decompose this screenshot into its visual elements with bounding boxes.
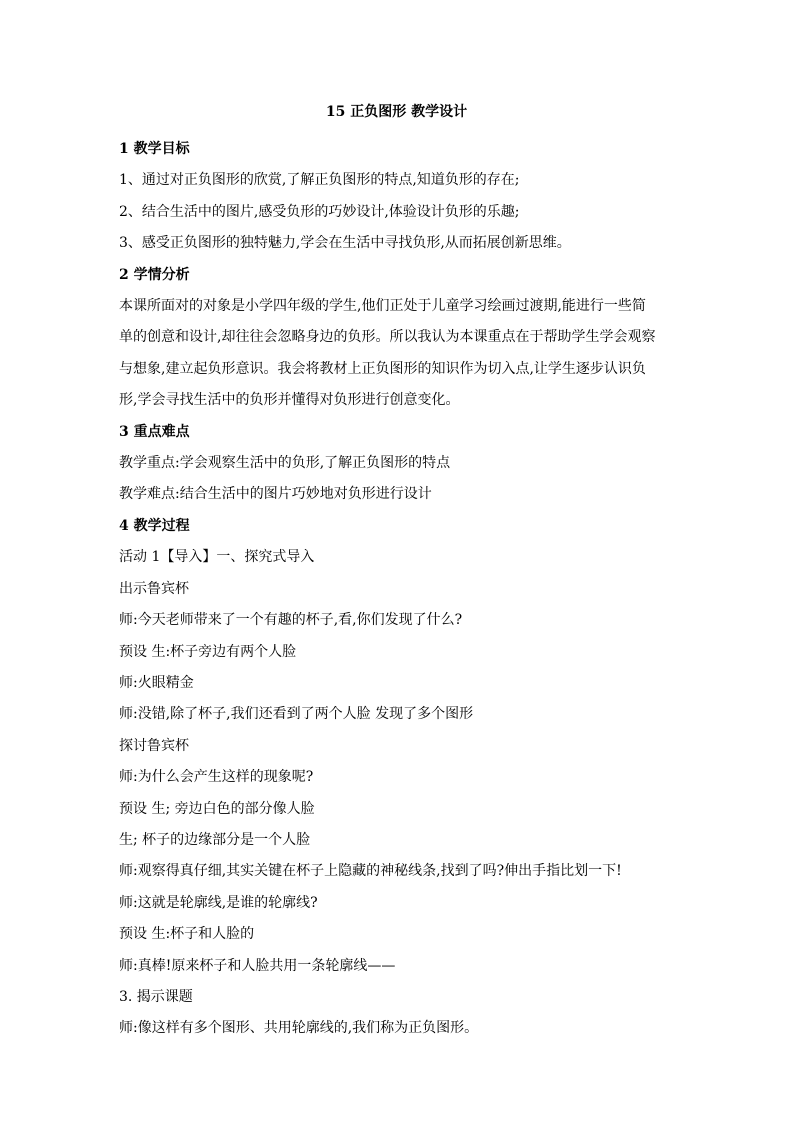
process-line: 活动 1【导入】一、探究式导入 [119,549,315,566]
analysis-paragraph-line: 形,学会寻找生活中的负形并懂得对负形进行创意变化。 [119,392,460,409]
process-line: 预设 生:杯子旁边有两个人脸 [119,643,297,660]
process-line: 师:为什么会产生这样的现象呢? [119,769,314,786]
process-line: 预设 生; 旁边白色的部分像人脸 [119,800,315,817]
process-line: 师:真棒!原来杯子和人脸共用一条轮廓线—— [119,957,396,974]
process-line: 师:像这样有多个图形、共用轮廓线的,我们称为正负图形。 [119,1020,479,1037]
key-point-item: 教学重点:学会观察生活中的负形,了解正负图形的特点 [119,455,451,472]
process-line: 预设 生:杯子和人脸的 [119,926,255,943]
process-line: 生; 杯子的边缘部分是一个人脸 [119,831,311,848]
section-heading-objectives: 1 教学目标 [119,141,190,157]
objective-item: 3、感受正负图形的独特魅力,学会在生活中寻找负形,从而拓展创新思维。 [119,235,571,252]
process-line: 师:这就是轮廓线,是谁的轮廓线? [119,894,318,911]
analysis-paragraph-line: 单的创意和设计,却往往会忽略身边的负形。所以我认为本课重点在于帮助学生学会观察 [119,329,656,346]
process-line: 师:今天老师带来了一个有趣的杯子,看,你们发现了什么? [119,612,463,629]
objective-item: 1、通过对正负图形的欣赏,了解正负图形的特点,知道负形的存在; [119,172,520,189]
process-line: 师:火眼精金 [119,674,194,691]
key-point-item: 教学难点:结合生活中的图片巧妙地对负形进行设计 [119,486,432,503]
process-line: 探讨鲁宾杯 [119,737,189,754]
section-heading-process: 4 教学过程 [119,517,190,534]
section-heading-analysis: 2 学情分析 [119,266,190,283]
section-heading-key-points: 3 重点难点 [119,423,190,440]
process-line: 3. 揭示课题 [119,988,193,1005]
document-body [119,134,689,1045]
document-title: 15 正负图形 教学设计 [325,104,468,120]
process-line: 师:观察得真仔细,其实关键在杯子上隐藏的神秘线条,找到了吗?伸出手指比划一下! [119,863,622,880]
process-line: 出示鲁宾杯 [119,580,189,597]
objective-item: 2、结合生活中的图片,感受负形的巧妙设计,体验设计负形的乐趣; [119,203,520,220]
process-line: 师:没错,除了杯子,我们还看到了两个人脸 发现了多个图形 [119,706,474,723]
analysis-paragraph-line: 本课所面对的对象是小学四年级的学生,他们正处于儿童学习绘画过渡期,能进行一些简 [119,298,646,315]
analysis-paragraph-line: 与想象,建立起负形意识。我会将教材上正负图形的知识作为切入点,让学生逐步认识负 [119,360,646,377]
